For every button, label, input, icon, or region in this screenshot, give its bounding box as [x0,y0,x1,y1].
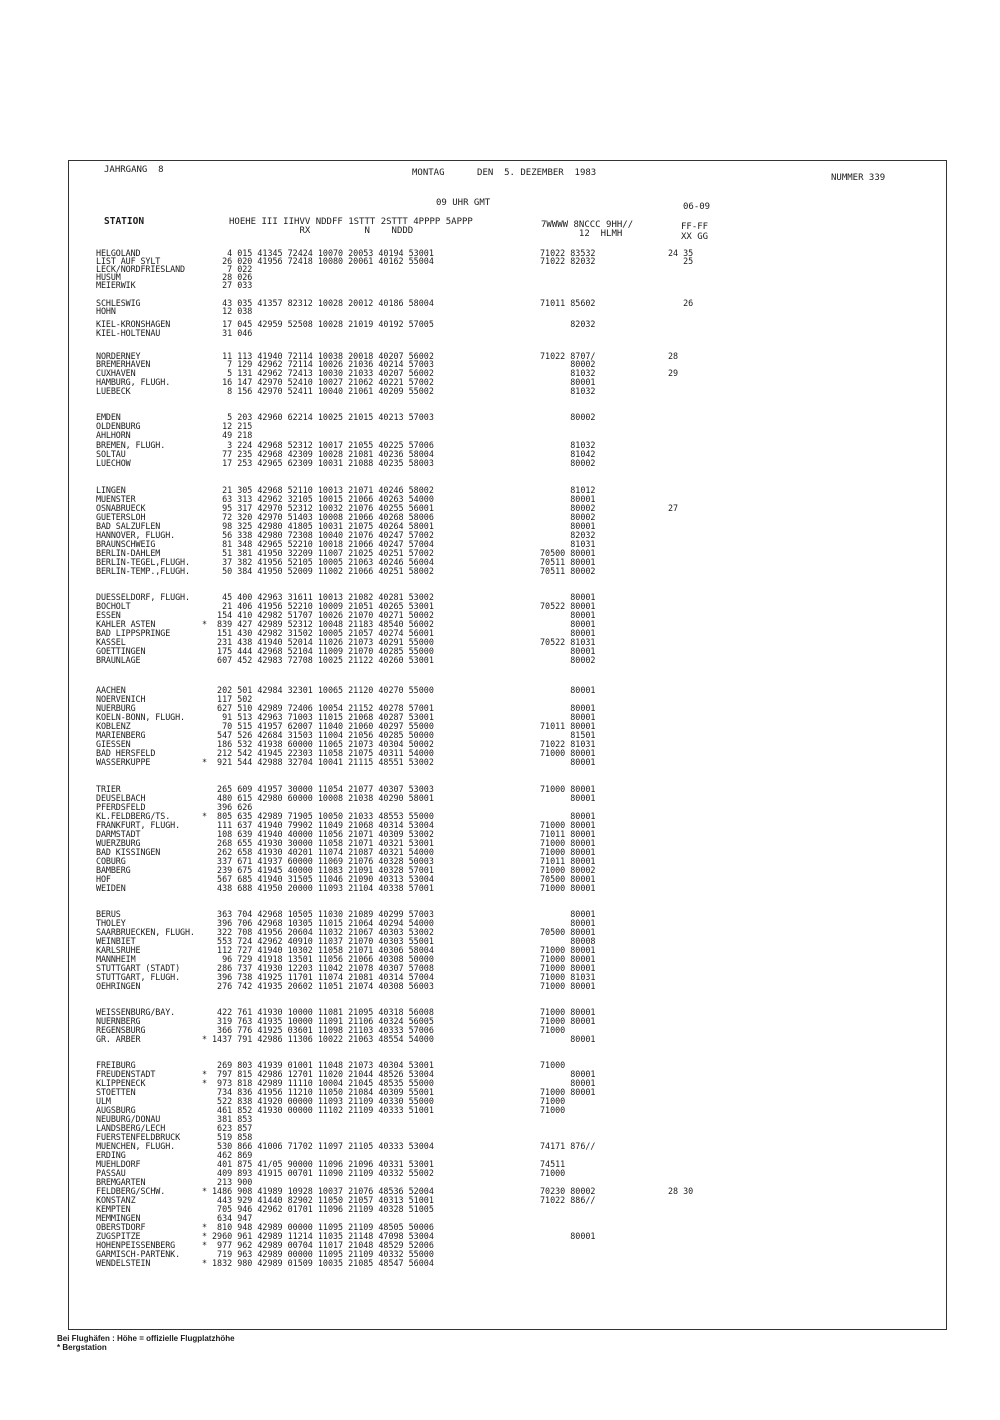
synop-values: 17 045 42959 52508 10028 21019 40192 57005 [212,319,434,329]
synop-group-7-8: 71000 80001 [540,981,596,991]
station-name: ERDING [96,1150,126,1160]
station-name: BERLIN-TEMP.,FLUGH. [96,566,190,576]
synop-values: 72 320 42970 51403 10008 21066 40268 58006 [212,512,434,522]
synop-values: 734 836 41956 11210 11050 21084 40309 55001 [212,1087,434,1097]
station-name: BRAUNSCHWEIG [96,539,156,549]
synop-group-7-8: 80001 [540,619,596,629]
synop-group-7-8: 80001 [540,712,596,722]
station-name: HAMBURG, FLUGH. [96,377,171,387]
synop-group-7-8: 80008 [540,936,596,946]
synop-group-7-8: 70522 80001 [540,601,596,611]
synop-values: 519 858 [212,1132,253,1142]
station-name: BREMERHAVEN [96,359,151,369]
issue-date: MONTAG DEN 5. DEZEMBER 1983 [412,168,597,178]
synop-values: 175 444 42968 52104 11009 21070 40285 55000 [212,646,434,656]
synop-values: 37 382 41956 52105 10005 21063 40246 56004 [212,557,434,567]
synop-values: 50 384 41950 52009 11002 21066 40251 58002 [212,566,434,576]
station-name: LINGEN [96,485,126,495]
synop-values: 547 526 42684 31503 11004 21056 40285 50000 [212,730,434,740]
station-name: STOETTEN [96,1087,136,1097]
synop-group-7-8: 71011 85602 [540,298,596,308]
synop-values: 1437 791 42986 11306 10022 21063 48554 54000 [212,1034,434,1044]
station-name: HOHENPEISSENBERG [96,1240,176,1250]
synop-values: 12 215 [212,421,253,431]
synop-group-7-8: 80002 [540,412,596,422]
synop-values: 705 946 42962 01701 11096 21109 40328 51005 [212,1204,434,1214]
station-name: BREMEN, FLUGH. [96,440,166,450]
synop-group-7-8: 71022 81031 [540,739,596,749]
synop-group-7-8: 80001 [540,703,596,713]
station-name: KLIPPENECK [96,1078,146,1088]
mountain-station-mark: * [202,1240,208,1250]
synop-values: 269 803 41939 01001 11048 21073 40304 53001 [212,1060,434,1070]
synop-group-7-8: 70500 80001 [540,874,596,884]
footnote-mountain-station: * Bergstation [57,1343,107,1352]
station-name: DUESSELDORF, FLUGH. [96,592,190,602]
synop-group-7-8: 71000 80001 [540,820,596,830]
station-name: WEISSENBURG/BAY. [96,1007,176,1017]
station-name: MUENCHEN, FLUGH. [96,1141,176,1151]
code-header-mid-line2: 12 HLMH [541,229,623,239]
code-header-line2: RX N NDDD [229,226,414,236]
synop-values: 91 513 42963 71003 11015 21068 40287 53001 [212,712,434,722]
gust-values: 27 [668,503,679,513]
station-name: HOHN [96,306,116,316]
synop-values: 12 038 [212,306,253,316]
synop-group-7-8: 71000 80001 [540,883,596,893]
synop-values: 5 131 42962 72413 10030 21033 40207 56002 [212,368,434,378]
station-name: KL.FELDBERG/TS. [96,811,171,821]
station-name: WASSERKUPPE [96,757,151,767]
synop-values: 462 869 [212,1150,253,1160]
station-name: ULM [96,1096,111,1106]
station-name: FREUDENSTADT [96,1069,156,1079]
station-name: GUETERSLOH [96,512,146,522]
synop-values: 51 381 41950 32209 11007 21025 40251 57002 [212,548,434,558]
station-name: BERUS [96,909,121,919]
station-name: ZUGSPITZE [96,1231,141,1241]
synop-values: 26 020 41956 72418 10080 20061 40162 55004 [212,256,434,266]
synop-values: 154 410 42982 51707 10026 21070 40271 50002 [212,610,434,620]
station-name: OSNABRUECK [96,503,146,513]
synop-values: 8 156 42970 52411 10040 21061 40209 55002 [212,386,434,396]
synop-values: 7 022 [212,264,253,274]
synop-values: 461 852 41930 00000 11102 21109 40333 51001 [212,1105,434,1115]
synop-group-7-8: 71022 82032 [540,256,596,266]
station-column-header: STATION [104,216,145,227]
synop-values: 480 615 42980 60000 10008 21038 40290 58001 [212,793,434,803]
station-name: FREIBURG [96,1060,136,1070]
synop-group-7-8: 70511 80001 [540,557,596,567]
synop-values: 1832 980 42989 01509 10035 21085 48547 56004 [212,1258,434,1268]
synop-values: 553 724 42962 40910 11037 21070 40303 55001 [212,936,434,946]
synop-values: 151 430 42982 31502 10005 21057 40274 56001 [212,628,434,638]
station-name: OBERSTDORF [96,1222,146,1232]
station-name: KOELN-BONN, FLUGH. [96,712,185,722]
mountain-station-mark: * [202,619,208,629]
station-name: KASSEL [96,637,126,647]
synop-group-7-8: 71000 [540,1096,566,1106]
mountain-station-mark: * [202,1186,208,1196]
station-name: DEUSELBACH [96,793,146,803]
station-name: KARLSRUHE [96,945,141,955]
synop-group-7-8: 81012 [540,485,596,495]
synop-group-7-8: 82032 [540,530,596,540]
gust-values: 28 30 [668,1186,694,1196]
mountain-station-mark: * [202,1078,208,1088]
synop-group-7-8: 80001 [540,1231,596,1241]
station-name: HANNOVER, FLUGH. [96,530,176,540]
issue-number: NUMMER 339 [831,173,886,183]
synop-values: 81 348 42965 52210 10018 21066 40247 57004 [212,539,434,549]
synop-values: 213 900 [212,1177,253,1187]
station-name: FUERSTENFELDBRUCK [96,1132,181,1142]
station-name: LUEBECK [96,386,131,396]
synop-values: 322 708 41956 20604 11032 21067 40303 53002 [212,927,434,937]
mountain-station-mark: * [202,1231,208,1241]
synop-values: 16 147 42970 52410 10027 21062 40221 57002 [212,377,434,387]
synop-values: 17 253 42965 62309 10031 21088 40235 58003 [212,458,434,468]
synop-values: 108 639 41940 40000 11056 21071 40309 53002 [212,829,434,839]
synop-group-7-8: 80001 [540,685,596,695]
synop-group-7-8: 70230 80002 [540,1186,596,1196]
station-name: BAD LIPPSPRINGE [96,628,171,638]
synop-values: 522 838 41920 00000 11093 21109 40330 55000 [212,1096,434,1106]
synop-values: 95 317 42970 52312 10032 21076 40255 56001 [212,503,434,513]
time-range: 06-09 [683,202,711,212]
synop-values: 77 235 42968 42309 10028 21081 40236 58004 [212,449,434,459]
station-name: FELDBERG/SCHW. [96,1186,166,1196]
synop-values: 4 015 41345 72424 10070 20053 40194 53001 [212,248,434,258]
synop-values: 396 738 41925 11701 11074 21081 40314 57004 [212,972,434,982]
synop-values: 3 224 42968 52312 10017 21055 40225 57006 [212,440,434,450]
synop-group-7-8: 71000 80001 [540,748,596,758]
synop-values: 319 763 41935 10000 11091 21106 40324 56005 [212,1016,434,1026]
station-name: SAARBRUECKEN, FLUGH. [96,927,195,937]
synop-values: 45 400 42963 31611 10013 21082 40281 53002 [212,592,434,602]
station-name: BRAUNLAGE [96,655,141,665]
synop-group-7-8: 80002 [540,512,596,522]
synop-group-7-8: 81032 [540,368,596,378]
station-name: MEIERWIK [96,280,136,290]
synop-values: 70 515 41957 62007 11040 21060 40297 55000 [212,721,434,731]
synop-values: 627 510 42989 72406 10054 21152 40278 57001 [212,703,434,713]
station-name: BAD HERSFELD [96,748,156,758]
synop-values: 1486 908 41989 10928 10037 21076 48536 52004 [212,1186,434,1196]
synop-group-7-8: 80001 [540,494,596,504]
synop-group-7-8: 80002 [540,359,596,369]
synop-group-7-8: 71000 80001 [540,784,596,794]
synop-values: 231 438 41940 52014 11026 21073 40291 55000 [212,637,434,647]
station-name: KEMPTEN [96,1204,131,1214]
synop-group-7-8: 71000 81031 [540,972,596,982]
station-name: AUGSBURG [96,1105,136,1115]
synop-group-7-8: 71022 886// [540,1195,596,1205]
station-name: NUERBURG [96,703,136,713]
station-name: OEHRINGEN [96,981,141,991]
synop-values: 49 218 [212,430,253,440]
synop-values: 422 761 41930 10000 11081 21095 40318 56008 [212,1007,434,1017]
station-name: SCHLESWIG [96,298,141,308]
synop-values: 438 688 41950 20000 11093 21104 40338 57001 [212,883,434,893]
synop-group-7-8: 71000 80001 [540,954,596,964]
synop-values: 98 325 42980 41805 10031 21075 40264 58001 [212,521,434,531]
station-name: THOLEY [96,918,126,928]
station-name: NORDERNEY [96,351,141,361]
synop-values: 977 962 42989 00704 11017 21048 48529 52006 [212,1240,434,1250]
station-name: DARMSTADT [96,829,141,839]
synop-group-7-8: 74511 [540,1159,566,1169]
synop-group-7-8: 71000 80001 [540,945,596,955]
synop-group-7-8: 71000 80001 [540,1007,596,1017]
synop-values: 96 729 41918 13501 11056 21066 40308 50000 [212,954,434,964]
synop-group-7-8: 80001 [540,521,596,531]
station-name: MARIENBERG [96,730,146,740]
synop-group-7-8: 71000 [540,1168,566,1178]
station-name: TRIER [96,784,121,794]
observation-time: 09 UHR GMT [436,198,491,208]
station-name: PFERDSFELD [96,802,146,812]
synop-values: 396 706 42968 10305 11015 21064 40294 54000 [212,918,434,928]
synop-group-7-8: 80001 [540,918,596,928]
synop-group-7-8: 80001 [540,628,596,638]
synop-group-7-8: 80002 [540,503,596,513]
station-name: HUSUM [96,272,121,282]
synop-values: 409 893 41915 00701 11090 21109 40332 55002 [212,1168,434,1178]
station-name: NOERVENICH [96,694,146,704]
synop-values: 921 544 42988 32704 10041 21115 48551 53002 [212,757,434,767]
station-name: OLDENBURG [96,421,141,431]
station-name: REGENSBURG [96,1025,146,1035]
synop-group-7-8: 81031 [540,539,596,549]
synop-values: 530 866 41006 71702 11097 21105 40333 53004 [212,1141,434,1151]
synop-group-7-8: 80001 [540,757,596,767]
station-name: AHLHORN [96,430,131,440]
station-name: ESSEN [96,610,121,620]
synop-values: 56 338 42980 72308 10040 21076 40247 57002 [212,530,434,540]
station-name: BAD SALZUFLEN [96,521,161,531]
station-name: HELGOLAND [96,248,141,258]
gust-values: 25 [668,256,694,266]
station-name: STUTTGART (STADT) [96,963,181,973]
mountain-station-mark: * [202,811,208,821]
synop-group-7-8: 71000 80001 [540,1087,596,1097]
synop-group-7-8: 80001 [540,811,596,821]
synop-group-7-8: 80001 [540,1078,596,1088]
synop-group-7-8: 81032 [540,440,596,450]
code-header-line1: HOEHE III IIHVV NDDFF 1STTT 2STTT 4PPPP 5APPP [229,217,473,227]
station-name: KONSTANZ [96,1195,136,1205]
code-header-right-line1: FF-FF [681,222,709,232]
station-name: BOCHOLT [96,601,131,611]
synop-values: 265 609 41957 30000 11054 21077 40307 53003 [212,784,434,794]
synop-values: 363 704 42968 10505 11030 21089 40299 57003 [212,909,434,919]
synop-group-7-8: 74171 876// [540,1141,596,1151]
synop-values: 797 815 42986 12701 11020 21044 48526 53004 [212,1069,434,1079]
synop-group-7-8: 80001 [540,610,596,620]
synop-group-7-8: 71011 80001 [540,829,596,839]
gust-values: 29 [668,368,679,378]
code-header-mid-line1: 7WWWW 8NCCC 9HH// [541,220,634,230]
station-name: KAHLER ASTEN [96,619,156,629]
synop-group-7-8: 71000 80001 [540,1016,596,1026]
station-name: MANNHEIM [96,954,136,964]
synop-group-7-8: 71011 80001 [540,721,596,731]
station-name: GIESSEN [96,739,131,749]
synop-values: 268 655 41930 30000 11058 21071 40321 53001 [212,838,434,848]
synop-values: 634 947 [212,1213,253,1223]
station-name: COBURG [96,856,126,866]
synop-group-7-8: 80001 [540,377,596,387]
synop-values: 810 948 42989 00000 11095 21109 48505 50006 [212,1222,434,1232]
synop-group-7-8: 70500 80001 [540,927,596,937]
synop-values: 805 635 42989 71905 10050 21033 48553 55000 [212,811,434,821]
mountain-station-mark: * [202,1069,208,1079]
synop-group-7-8: 71022 8707/ [540,351,596,361]
synop-values: 239 675 41945 40000 11083 21091 40328 57001 [212,865,434,875]
synop-group-7-8: 80002 [540,655,596,665]
station-name: MUEHLDORF [96,1159,141,1169]
station-name: BERLIN-DAHLEM [96,548,161,558]
synop-values: 366 776 41925 03601 11098 21103 40333 57006 [212,1025,434,1035]
station-name: LUECHOW [96,458,131,468]
synop-values: 117 502 [212,694,253,704]
synop-values: 567 685 41940 31505 11046 21090 40313 53004 [212,874,434,884]
synop-group-7-8: 81042 [540,449,596,459]
gust-values: 24 35 [668,248,694,258]
station-name: BAD KISSINGEN [96,847,161,857]
station-name: WENDELSTEIN [96,1258,151,1268]
station-name: BERLIN-TEGEL,FLUGH. [96,557,190,567]
station-name: BAMBERG [96,865,131,875]
station-name: WEINBIET [96,936,136,946]
synop-group-7-8: 71000 [540,1105,566,1115]
station-name: AACHEN [96,685,126,695]
station-name: LECK/NORDFRIESLAND [96,264,185,274]
mountain-station-mark: * [202,1258,208,1268]
station-name: EMDEN [96,412,121,422]
synop-values: 623 857 [212,1123,253,1133]
station-name: NUERNBERG [96,1016,141,1026]
synop-group-7-8: 71000 80001 [540,847,596,857]
station-name: BREMGARTEN [96,1177,146,1187]
synop-values: 27 033 [212,280,253,290]
synop-values: 381 853 [212,1114,253,1124]
synop-group-7-8: 81501 [540,730,596,740]
synop-values: 719 963 42989 00000 11095 21109 40332 55000 [212,1249,434,1259]
station-name: SOLTAU [96,449,126,459]
synop-group-7-8: 70511 80002 [540,566,596,576]
synop-values: 21 305 42968 52110 10013 21071 40246 58002 [212,485,434,495]
station-name: WEIDEN [96,883,126,893]
synop-values: 276 742 41935 20602 11051 21074 40308 56003 [212,981,434,991]
station-name: MEMMINGEN [96,1213,141,1223]
station-name: KOBLENZ [96,721,131,731]
synop-values: 443 929 41440 82902 11050 21057 40313 51001 [212,1195,434,1205]
synop-group-7-8: 80001 [540,1069,596,1079]
gust-values: 26 [668,298,694,308]
station-name: LANDSBERG/LECH [96,1123,166,1133]
synop-group-7-8: 71000 80002 [540,865,596,875]
synop-group-7-8: 71000 [540,1025,566,1035]
synop-values: 112 727 41940 10302 11058 21071 40306 58004 [212,945,434,955]
station-name: MUENSTER [96,494,136,504]
synop-values: 396 626 [212,802,253,812]
mountain-station-mark: * [202,1034,208,1044]
synop-values: 63 313 42962 32105 10015 21066 40263 54000 [212,494,434,504]
station-name: HOF [96,874,111,884]
synop-values: 28 026 [212,272,253,282]
footnote-airports: Bei Flughäfen : Höhe = offizielle Flugplatzhöhe [57,1334,235,1343]
table-frame [68,160,947,1330]
synop-group-7-8: 82032 [540,319,596,329]
synop-group-7-8: 80001 [540,909,596,919]
code-header-right-line2: XX GG [681,232,709,242]
station-name: PASSAU [96,1168,126,1178]
station-name: GR. ARBER [96,1034,141,1044]
station-name: FRANKFURT, FLUGH. [96,820,181,830]
synop-group-7-8: 71000 80001 [540,838,596,848]
synop-values: 973 818 42989 11110 10004 21045 48535 55000 [212,1078,434,1088]
synop-values: 11 113 41940 72114 10038 20018 40207 56002 [212,351,434,361]
station-name: NEUBURG/DONAU [96,1114,161,1124]
volume-label: JAHRGANG 8 [104,165,164,175]
synop-values: 337 671 41937 60000 11069 21076 40328 50003 [212,856,434,866]
synop-values: 31 046 [212,328,253,338]
synop-values: 839 427 42989 52312 10048 21183 48540 56002 [212,619,434,629]
synop-values: 111 637 41940 79902 11049 21068 40314 53004 [212,820,434,830]
station-name: CUXHAVEN [96,368,136,378]
station-name: WUERZBURG [96,838,141,848]
synop-group-7-8: 80002 [540,458,596,468]
synop-group-7-8: 71011 80001 [540,856,596,866]
synop-group-7-8: 71000 [540,1060,566,1070]
synop-values: 7 129 42962 72114 10026 21036 40214 57003 [212,359,434,369]
mountain-station-mark: * [202,757,208,767]
synop-group-7-8: 70522 81031 [540,637,596,647]
synop-group-7-8: 80001 [540,592,596,602]
synop-values: 43 035 41357 82312 10028 20012 40186 58004 [212,298,434,308]
station-name: STUTTGART, FLUGH. [96,972,181,982]
synop-values: 5 203 42960 62214 10025 21015 40213 57003 [212,412,434,422]
station-name: GOETTINGEN [96,646,146,656]
synop-values: 262 658 41930 40201 11074 21087 40321 54000 [212,847,434,857]
station-name: LIST AUF SYLT [96,256,161,266]
station-name: KIEL-KRONSHAGEN [96,319,171,329]
gust-values: 28 [668,351,679,361]
synop-values: 286 737 41930 12203 11042 21078 40307 57008 [212,963,434,973]
synop-values: 202 501 42984 32301 10065 21120 40270 55000 [212,685,434,695]
synop-group-7-8: 71000 80001 [540,963,596,973]
synop-values: 607 452 42983 72708 10025 21122 40260 53001 [212,655,434,665]
station-name: KIEL-HOLTENAU [96,328,161,338]
synop-values: 186 532 41938 60000 11065 21073 40304 50002 [212,739,434,749]
synop-group-7-8: 70500 80001 [540,548,596,558]
synop-group-7-8: 80001 [540,793,596,803]
synop-group-7-8: 71022 83532 [540,248,596,258]
synop-values: 212 542 41945 22303 11058 21075 40311 54000 [212,748,434,758]
mountain-station-mark: * [202,1222,208,1232]
synop-values: 2960 961 42989 11214 11035 21148 47098 53004 [212,1231,434,1241]
synop-group-7-8: 80001 [540,1034,596,1044]
synop-group-7-8: 81032 [540,386,596,396]
synop-values: 401 875 41/05 90000 11096 21096 40331 53001 [212,1159,434,1169]
synop-values: 21 406 41956 52210 10009 21051 40265 53001 [212,601,434,611]
station-name: GARMISCH-PARTENK. [96,1249,181,1259]
synop-group-7-8: 80001 [540,646,596,656]
